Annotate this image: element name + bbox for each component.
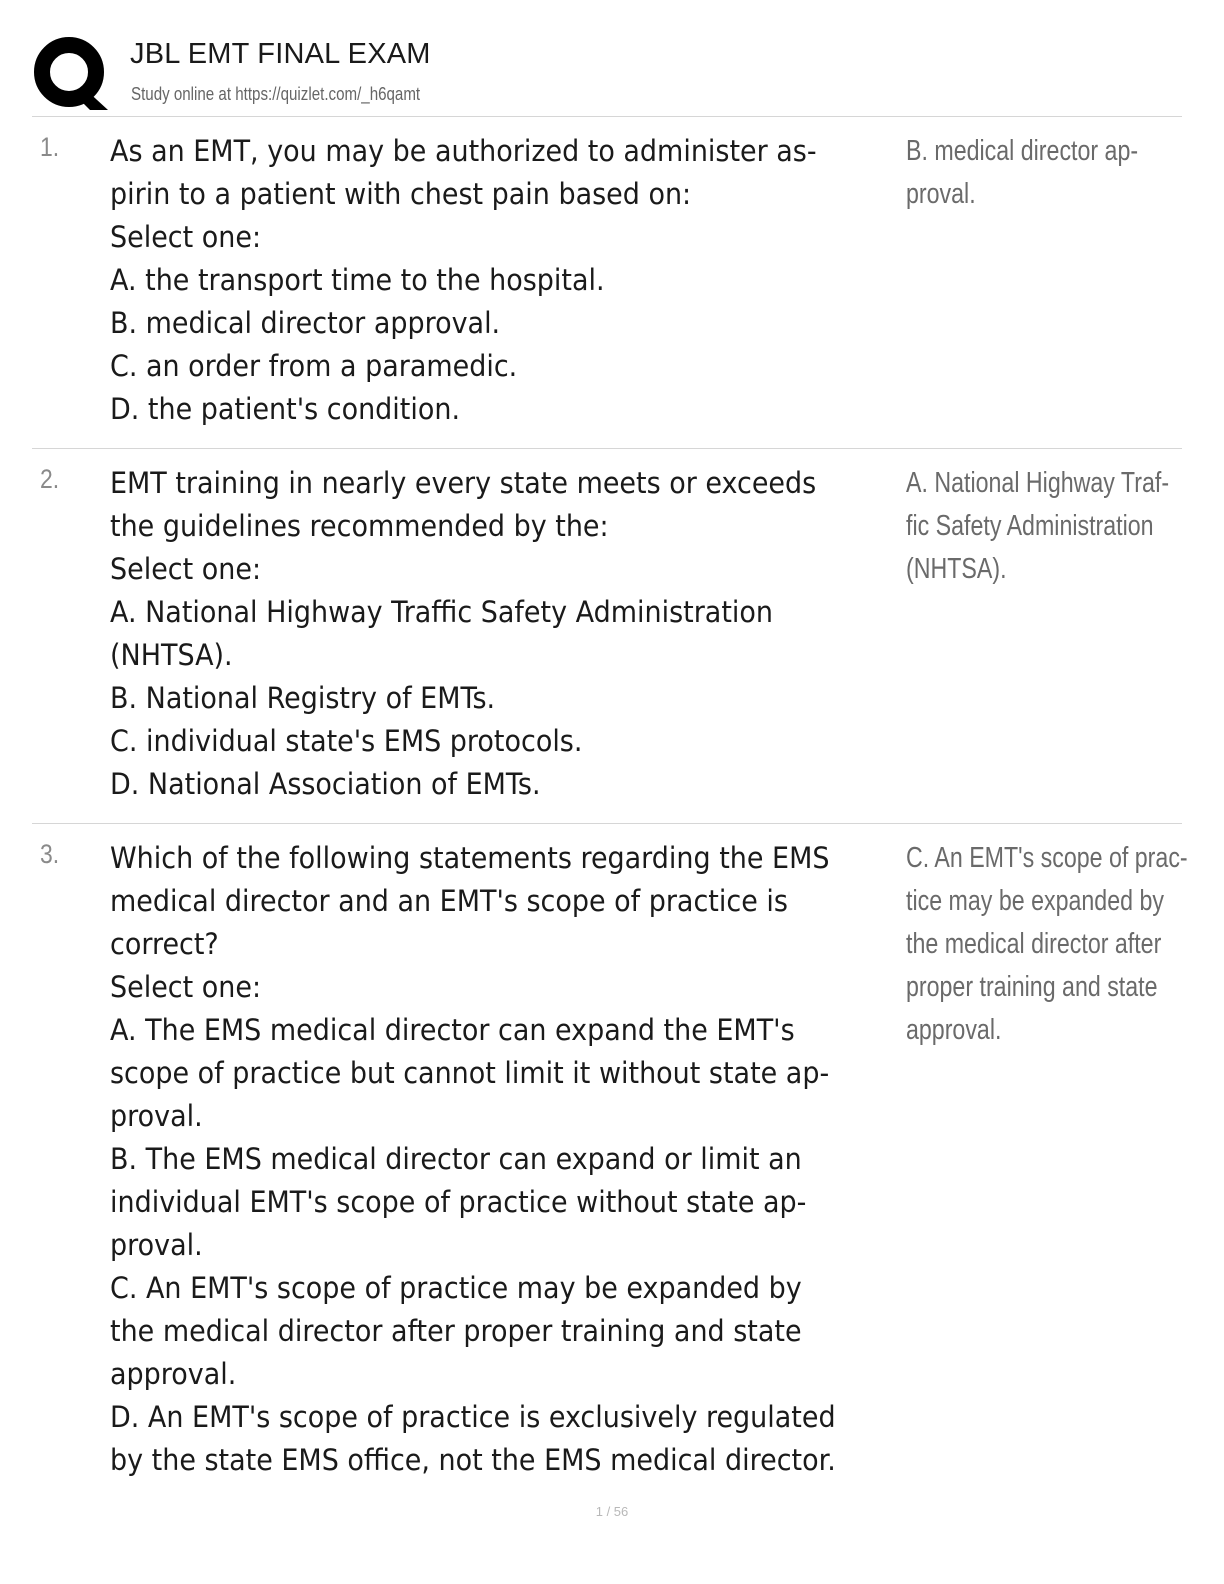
option-a-cont: (NHTSA). — [110, 638, 233, 672]
question-line: Select one: — [110, 220, 262, 254]
answer-line: tice may be expanded by — [906, 885, 1164, 917]
option-d-cont: by the state EMS office, not the EMS medical director. — [110, 1443, 836, 1477]
answer-text — [906, 130, 1146, 216]
answer-line: fic Safety Administration — [906, 510, 1154, 542]
answer-line: C. An EMT's scope of prac- — [906, 842, 1188, 874]
question-line: Select one: — [110, 970, 262, 1004]
quizlet-logo-icon — [32, 34, 112, 114]
answer-line: B. medical director ap- — [906, 135, 1139, 167]
page-header — [32, 34, 1182, 116]
study-online-link[interactable]: Study online at https://quizlet.com/_h6qamt — [131, 84, 421, 104]
option-d: D. National Association of EMTs. — [110, 767, 541, 801]
question-line: the guidelines recommended by the: — [110, 509, 609, 543]
option-c: C. An EMT's scope of practice may be expanded by — [110, 1271, 802, 1305]
option-a-cont: scope of practice but cannot limit it without state ap- — [110, 1056, 830, 1090]
answer-line: approval. — [906, 1014, 1002, 1046]
option-b-cont: individual EMT's scope of practice without state ap- — [110, 1185, 807, 1219]
answer-text — [906, 462, 1170, 591]
answer-line: (NHTSA). — [906, 553, 1007, 585]
option-b: B. medical director approval. — [110, 306, 501, 340]
question-line: medical director and an EMT's scope of practice is — [110, 884, 788, 918]
option-d: D. An EMT's scope of practice is exclusively regulated — [110, 1400, 836, 1434]
answer-text — [906, 837, 1188, 1052]
option-d: D. the patient's condition. — [110, 392, 461, 426]
option-c: C. individual state's EMS protocols. — [110, 724, 583, 758]
option-a: A. the transport time to the hospital. — [110, 263, 605, 297]
answer-line: the medical director after — [906, 928, 1162, 960]
question-divider — [32, 448, 1182, 449]
option-b-cont: proval. — [110, 1228, 203, 1262]
option-a: A. The EMS medical director can expand the EMT's — [110, 1013, 795, 1047]
option-b: B. National Registry of EMTs. — [110, 681, 496, 715]
option-a: A. National Highway Traffic Safety Administration — [110, 595, 773, 629]
page-number: 1 / 56 — [595, 1504, 629, 1519]
question-number: 3. — [40, 839, 60, 869]
option-a-cont: proval. — [110, 1099, 203, 1133]
question-line: Select one: — [110, 552, 262, 586]
option-c-cont: the medical director after proper training and state — [110, 1314, 802, 1348]
answer-line: proval. — [906, 178, 976, 210]
question-line: Which of the following statements regarding the EMS — [110, 841, 830, 875]
option-c-cont: approval. — [110, 1357, 237, 1391]
question-text — [110, 462, 854, 806]
question-text — [110, 130, 854, 431]
question-text — [110, 837, 854, 1482]
header-divider — [32, 116, 1182, 117]
answer-line: A. National Highway Traf- — [906, 467, 1170, 499]
answer-line: proper training and state — [906, 971, 1158, 1003]
question-number: 2. — [40, 464, 60, 494]
option-b: B. The EMS medical director can expand or limit an — [110, 1142, 802, 1176]
page-title: JBL EMT FINAL EXAM — [130, 38, 431, 70]
question-line: correct? — [110, 927, 219, 961]
question-line: pirin to a patient with chest pain based on: — [110, 177, 692, 211]
question-number: 1. — [40, 132, 60, 162]
question-line: EMT training in nearly every state meets or exceeds — [110, 466, 817, 500]
question-line: As an EMT, you may be authorized to administer as- — [110, 134, 817, 168]
option-c: C. an order from a paramedic. — [110, 349, 518, 383]
question-divider — [32, 823, 1182, 824]
